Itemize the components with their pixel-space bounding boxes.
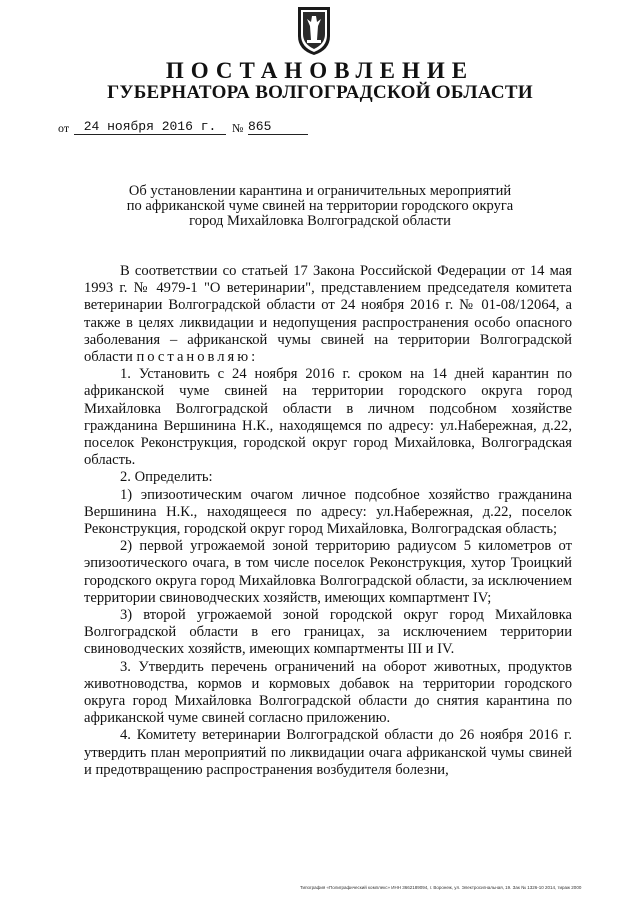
document-type-title: ПОСТАНОВЛЕНИЕ bbox=[165, 58, 475, 83]
preamble-text: В соответствии со статьей 17 Закона Российской Федерации от 14 мая 1993 г. № 4979-1 "О ветеринарии", представлением председателя комитета ветеринарии Волгоградской области от 24 ноября 2016 г. № 01-08/12064, а также в целях ликвидации и недопущения распространения особо опасного заболевания – африканской чумы свиней на территории Волгоградской области bbox=[84, 263, 572, 366]
subject-line: по африканской чуме свиней на территории городского округа bbox=[126, 198, 514, 214]
decree-word: постановляю: bbox=[136, 349, 259, 366]
issuer-title: ГУБЕРНАТОРА ВОЛГОГРАДСКОЙ ОБЛАСТИ bbox=[107, 82, 533, 103]
preamble-paragraph bbox=[84, 263, 572, 366]
paragraph-2-3: 3) второй угрожаемой зоной городской округ город Михайловка Волгоградской области в его границах, за исключением территории свиноводческих хозяйств, имеющих компартменты III и IV. bbox=[84, 607, 572, 658]
paragraph-2-1: 1) эпизоотическим очагом личное подсобное хозяйство гражданина Вершинина Н.К., находящееся по адресу: ул.Набережная, д.22, поселок Реконструкция, городской округ город Михайловка, Волгоградская область; bbox=[84, 486, 572, 538]
number-label: № bbox=[232, 121, 244, 135]
document-subject bbox=[90, 184, 550, 229]
paragraph-4: 4. Комитету ветеринарии Волгоградской области до 26 ноября 2016 г. утвердить план мероприятий по ликвидации очага африканской чумы свиней и предотвращению распространения возбудителя болезни, bbox=[84, 727, 572, 778]
paragraph-1: 1. Установить с 24 ноября 2016 г. сроком на 14 дней карантин по африканской чуме свиней на территории городского округа город Михайловка Волгоградской области в личном подсобном хозяйстве гражданина Вершинина Н.К., находящемся по адресу: ул.Набережная, д.22, поселок Реконструкция, городской округ город Михайловка, Волгоградская область. bbox=[84, 366, 572, 469]
document-body bbox=[84, 263, 572, 779]
document-date-number-line bbox=[58, 118, 318, 138]
paragraph-3: 3. Утвердить перечень ограничений на оборот животных, продуктов животноводства, кормов и кормовых добавок на территории городского округа город Михайловка Волгоградской области до снятия карантина по африканской чуме свиней согласно приложению. bbox=[84, 658, 572, 727]
subject-line: город Михайловка Волгоградской области bbox=[189, 213, 451, 229]
paragraph-2: 2. Определить: bbox=[120, 469, 213, 486]
document-number: 865 bbox=[248, 119, 308, 135]
subject-line: Об установлении карантина и ограничительных мероприятий bbox=[128, 183, 512, 199]
document-date: 24 ноября 2016 г. bbox=[74, 119, 226, 135]
paragraph-2-2: 2) первой угрожаемой зоной территорию радиусом 5 километров от эпизоотического очага, в том числе поселок Реконструкция, хутор Троицкий городского округа город Михайловка Волгоградской области, за исключением территории свиноводческих хозяйств, имеющих компартмент IV; bbox=[84, 538, 572, 606]
date-label: от bbox=[58, 121, 70, 135]
printer-imprint: Типография «Полиграфический комплекс» ИНН 3662189094, г. Воронеж, ул. Электросигнальная, 19. Зак № 1326-10 2014, тираж 2000 bbox=[300, 885, 582, 890]
coat-of-arms-icon bbox=[297, 6, 331, 56]
